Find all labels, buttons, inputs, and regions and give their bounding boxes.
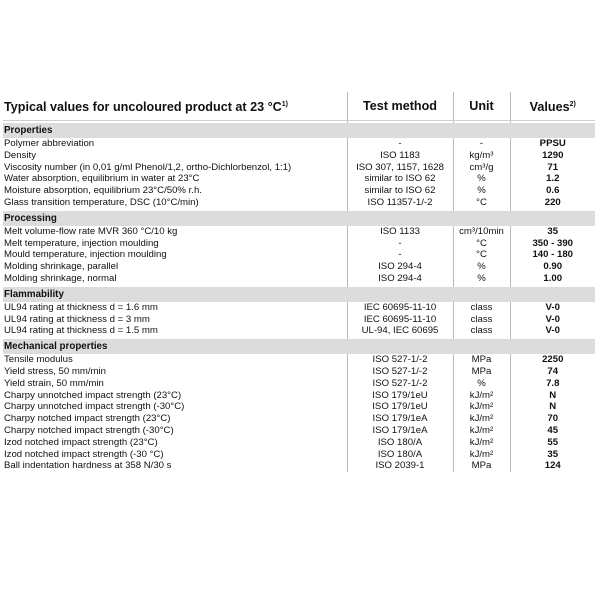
unit-cell: class [453, 325, 510, 337]
value-cell: 124 [510, 460, 595, 472]
test-method-cell: - [347, 238, 453, 250]
property-cell: Charpy notched impact strength (23°C) [4, 413, 171, 425]
property-cell: Polymer abbreviation [4, 138, 95, 149]
test-method-cell: ISO 294-4 [347, 261, 453, 273]
unit-cell: kJ/m² [453, 437, 510, 449]
table-row [3, 390, 595, 402]
unit-cell: class [453, 314, 510, 326]
test-method-cell: ISO 180/A [347, 449, 453, 461]
table-row [3, 425, 595, 437]
test-method-cell: ISO 527-1/-2 [347, 366, 453, 378]
test-method-cell: - [347, 249, 453, 261]
test-method-cell: - [347, 138, 453, 150]
value-cell: 71 [510, 162, 595, 174]
test-method-cell: ISO 307, 1157, 1628 [347, 162, 453, 174]
unit-cell: °C [453, 249, 510, 261]
test-method-cell: ISO 1183 [347, 150, 453, 162]
section-header-row [3, 123, 595, 138]
unit-cell: kJ/m² [453, 390, 510, 402]
test-method-cell: similar to ISO 62 [347, 173, 453, 185]
test-method-cell: ISO 527-1/-2 [347, 354, 453, 366]
property-cell: UL94 rating at thickness d = 1.6 mm [4, 301, 158, 313]
test-method-cell: ISO 179/1eA [347, 413, 453, 425]
property-cell: UL94 rating at thickness d = 1.5 mm [4, 325, 158, 337]
table-row [3, 460, 595, 472]
value-cell: 1.00 [510, 273, 595, 285]
value-cell: 350 - 390 [510, 238, 595, 250]
value-cell: 35 [510, 226, 595, 238]
unit-cell: kJ/m² [453, 401, 510, 413]
value-cell: V-0 [510, 302, 595, 314]
test-method-cell: ISO 527-1/-2 [347, 378, 453, 390]
value-cell: 74 [510, 366, 595, 378]
unit-cell: °C [453, 197, 510, 209]
header-title: Typical values for uncoloured product at 23 °C [4, 100, 282, 114]
table-body [3, 121, 595, 473]
table-row [3, 302, 595, 314]
table-row [3, 173, 595, 185]
test-method-cell: ISO 294-4 [347, 273, 453, 285]
value-cell: 45 [510, 425, 595, 437]
table-row [3, 401, 595, 413]
unit-cell: % [453, 173, 510, 185]
property-cell: Yield stress, 50 mm/min [4, 365, 107, 377]
table-row [3, 185, 595, 197]
unit-cell: °C [453, 238, 510, 250]
value-cell: 220 [510, 197, 595, 209]
test-method-cell: IEC 60695-11-10 [347, 314, 453, 326]
table-row [3, 261, 595, 273]
unit-cell: % [453, 261, 510, 273]
value-cell: 140 - 180 [510, 249, 595, 261]
section-title: Mechanical properties [3, 339, 595, 354]
header-values [510, 92, 595, 121]
value-cell: 0.6 [510, 185, 595, 197]
table-row [3, 437, 595, 449]
property-cell: Izod notched impact strength (23°C) [4, 436, 158, 448]
value-cell: V-0 [510, 314, 595, 326]
table-row [3, 366, 595, 378]
test-method-cell: IEC 60695-11-10 [347, 302, 453, 314]
property-cell: Molding shrinkage, parallel [4, 261, 119, 273]
value-cell: N [510, 390, 595, 402]
value-cell: 1290 [510, 150, 595, 162]
header-test-method: Test method [347, 92, 453, 121]
property-cell: Melt temperature, injection moulding [4, 237, 159, 249]
unit-cell: - [453, 138, 510, 150]
unit-cell: % [453, 185, 510, 197]
table-row [3, 314, 595, 326]
unit-cell: kJ/m² [453, 413, 510, 425]
table-row [3, 238, 595, 250]
unit-cell: cm³/10min [453, 226, 510, 238]
test-method-cell: similar to ISO 62 [347, 185, 453, 197]
test-method-cell: ISO 1133 [347, 226, 453, 238]
test-method-cell: ISO 179/1eA [347, 425, 453, 437]
header-unit: Unit [453, 92, 510, 121]
property-cell: Charpy unnotched impact strength (-30°C) [4, 401, 185, 413]
unit-cell: MPa [453, 354, 510, 366]
property-cell: Charpy unnotched impact strength (23°C) [4, 389, 182, 401]
property-cell: Mould temperature, injection moulding [4, 249, 167, 261]
table-row [3, 354, 595, 366]
property-cell: Yield strain, 50 mm/min [4, 377, 104, 389]
property-cell: Water absorption, equilibrium in water at 23°C [4, 173, 200, 185]
property-cell: Tensile modulus [4, 354, 73, 366]
table-row [3, 378, 595, 390]
property-cell: Viscosity number (in 0,01 g/ml Phenol/1,2, ortho-Dichlorbenzol, 1:1) [4, 161, 292, 173]
section-title: Processing [3, 211, 595, 226]
test-method-cell: ISO 11357-1/-2 [347, 197, 453, 209]
test-method-cell: ISO 179/1eU [347, 390, 453, 402]
test-method-cell: UL-94, IEC 60695 [347, 325, 453, 337]
value-cell: PPSU [510, 138, 595, 150]
section-header-row [3, 287, 595, 302]
section-header-row [3, 211, 595, 226]
unit-cell: % [453, 378, 510, 390]
value-cell: 70 [510, 413, 595, 425]
table-row [3, 449, 595, 461]
table-row [3, 249, 595, 261]
value-cell: 2250 [510, 354, 595, 366]
property-cell: Charpy notched impact strength (-30°C) [4, 424, 174, 436]
unit-cell: MPa [453, 366, 510, 378]
table-row [3, 162, 595, 174]
table-row [3, 413, 595, 425]
properties-table [3, 92, 595, 472]
property-cell: Glass transition temperature, DSC (10°C/min) [4, 196, 199, 208]
table-row [3, 273, 595, 285]
unit-cell: class [453, 302, 510, 314]
value-cell: N [510, 401, 595, 413]
table-row [3, 226, 595, 238]
unit-cell: kg/m³ [453, 150, 510, 162]
unit-cell: kJ/m² [453, 425, 510, 437]
test-method-cell: ISO 180/A [347, 437, 453, 449]
unit-cell: kJ/m² [453, 449, 510, 461]
table-row [3, 150, 595, 162]
section-header-row [3, 339, 595, 354]
property-cell: Melt volume-flow rate MVR 360 °C/10 kg [4, 225, 178, 237]
property-cell: Izod notched impact strength (-30 °C) [4, 448, 164, 460]
table-header-row [3, 92, 595, 121]
unit-cell: cm³/g [453, 162, 510, 174]
value-cell: 55 [510, 437, 595, 449]
unit-cell: % [453, 273, 510, 285]
value-cell: 0.90 [510, 261, 595, 273]
table-row [3, 197, 595, 209]
header-values-footnote: 2) [569, 101, 576, 108]
table-row [3, 325, 595, 337]
test-method-cell: ISO 2039-1 [347, 460, 453, 472]
property-cell: Moisture absorption, equilibrium 23°C/50% r.h. [4, 185, 202, 197]
value-cell: 7.8 [510, 378, 595, 390]
section-title: Properties [3, 123, 595, 138]
header-values-label: Values [529, 100, 570, 114]
table-row [3, 138, 595, 150]
test-method-cell: ISO 179/1eU [347, 401, 453, 413]
property-cell: Ball indentation hardness at 358 N/30 s [4, 460, 172, 472]
section-title: Flammability [3, 287, 595, 302]
property-cell: Density [4, 149, 36, 161]
value-cell: 35 [510, 449, 595, 461]
header-property [3, 92, 347, 121]
value-cell: 1.2 [510, 173, 595, 185]
value-cell: V-0 [510, 325, 595, 337]
header-title-footnote: 1) [281, 101, 288, 108]
property-cell: UL94 rating at thickness d = 3 mm [4, 313, 150, 325]
property-cell: Molding shrinkage, normal [4, 272, 117, 284]
unit-cell: MPa [453, 460, 510, 472]
